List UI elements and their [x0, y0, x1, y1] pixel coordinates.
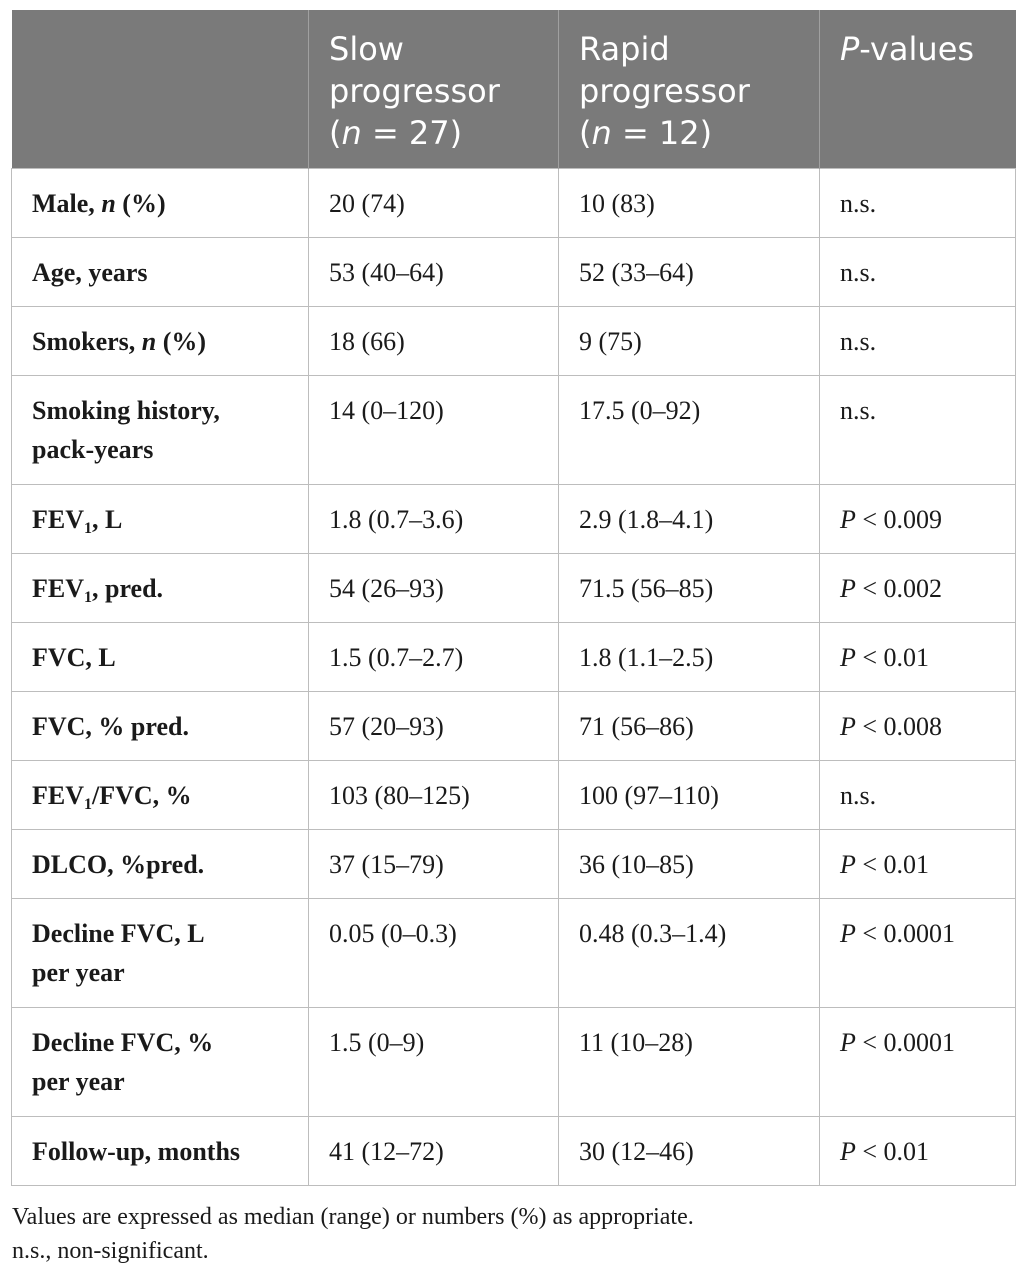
table-row [12, 238, 1016, 307]
header-slow-progressor [309, 10, 559, 169]
cell-rapid: 30 (12–46) [559, 1117, 820, 1186]
row-label [12, 761, 309, 830]
cell-p: n.s. [820, 376, 1016, 485]
table-row [12, 169, 1016, 238]
label-text: Smoking history, [32, 396, 220, 425]
row-label: FVC, % pred. [12, 692, 309, 761]
header-text: ( [579, 114, 592, 152]
label-text: Decline FVC, % [32, 1028, 214, 1057]
footnote: n.s., non-significant. [12, 1238, 209, 1264]
cell-p: n.s. [820, 307, 1016, 376]
cell-slow: 103 (80–125) [309, 761, 559, 830]
header-rapid-progressor [559, 10, 820, 169]
table-row [12, 554, 1016, 623]
cell-rapid: 17.5 (0–92) [559, 376, 820, 485]
row-label: Age, years [12, 238, 309, 307]
cell-p: n.s. [820, 761, 1016, 830]
cell-rapid: 2.9 (1.8–4.1) [559, 485, 820, 554]
cell-rapid: 52 (33–64) [559, 238, 820, 307]
header-text: P [840, 30, 860, 68]
label-text: FEV [32, 781, 84, 810]
p-value: < 0.0001 [855, 919, 956, 948]
table-row [12, 485, 1016, 554]
cell-p [820, 1008, 1016, 1117]
p-value: < 0.01 [855, 1137, 930, 1166]
table-row [12, 623, 1016, 692]
table-row [12, 376, 1016, 485]
cell-p [820, 554, 1016, 623]
cell-slow: 20 (74) [309, 169, 559, 238]
table-row [12, 899, 1016, 1008]
table-row [12, 692, 1016, 761]
cell-rapid: 100 (97–110) [559, 761, 820, 830]
cell-p [820, 1117, 1016, 1186]
label-text: per year [32, 1067, 125, 1096]
header-text: n [341, 114, 362, 152]
p-value: < 0.008 [855, 712, 943, 741]
header-blank [12, 10, 309, 169]
label-text: /FVC, % [92, 781, 192, 810]
cell-slow: 53 (40–64) [309, 238, 559, 307]
header-text: Slow [329, 30, 404, 68]
cell-slow: 1.5 (0–9) [309, 1008, 559, 1117]
cell-rapid: 11 (10–28) [559, 1008, 820, 1117]
label-text: FEV [32, 574, 84, 603]
label-text: , L [92, 505, 123, 534]
row-label [12, 307, 309, 376]
cell-rapid: 1.8 (1.1–2.5) [559, 623, 820, 692]
header-text: = 27) [361, 114, 463, 152]
label-subscript: 1 [84, 520, 92, 537]
cell-rapid: 10 (83) [559, 169, 820, 238]
row-label [12, 376, 309, 485]
table-row [12, 1117, 1016, 1186]
row-label [12, 485, 309, 554]
cell-rapid: 0.48 (0.3–1.4) [559, 899, 820, 1008]
row-label [12, 899, 309, 1008]
characteristics-table [11, 10, 1016, 1186]
cell-rapid: 71 (56–86) [559, 692, 820, 761]
table-row [12, 307, 1016, 376]
label-text: Male, [32, 189, 102, 218]
row-label: Follow-up, months [12, 1117, 309, 1186]
label-text: pack-years [32, 435, 154, 464]
cell-p: n.s. [820, 169, 1016, 238]
cell-slow: 0.05 (0–0.3) [309, 899, 559, 1008]
cell-slow: 37 (15–79) [309, 830, 559, 899]
cell-rapid: 36 (10–85) [559, 830, 820, 899]
cell-p [820, 692, 1016, 761]
table-footnotes [12, 1200, 694, 1268]
header-text: progressor [329, 72, 500, 110]
label-subscript: 1 [84, 589, 92, 606]
row-label: DLCO, %pred. [12, 830, 309, 899]
p-symbol: P [840, 574, 856, 603]
p-symbol: P [840, 643, 856, 672]
label-text: (%) [115, 189, 166, 218]
p-value: < 0.002 [855, 574, 943, 603]
cell-slow: 54 (26–93) [309, 554, 559, 623]
cell-slow: 1.8 (0.7–3.6) [309, 485, 559, 554]
label-text: n [101, 189, 116, 218]
cell-p [820, 899, 1016, 1008]
row-label [12, 169, 309, 238]
label-subscript: 1 [84, 796, 92, 813]
cell-slow: 41 (12–72) [309, 1117, 559, 1186]
p-value: < 0.009 [855, 505, 943, 534]
table-row [12, 830, 1016, 899]
label-text: (%) [156, 327, 207, 356]
p-symbol: P [840, 505, 856, 534]
label-text: Decline FVC, L [32, 919, 205, 948]
cell-slow: 57 (20–93) [309, 692, 559, 761]
p-symbol: P [840, 712, 856, 741]
cell-p [820, 830, 1016, 899]
cell-p: n.s. [820, 238, 1016, 307]
row-label [12, 554, 309, 623]
row-label: FVC, L [12, 623, 309, 692]
p-symbol: P [840, 1137, 856, 1166]
p-symbol: P [840, 919, 856, 948]
header-text: Rapid [579, 30, 670, 68]
footnote: Values are expressed as median (range) or numbers (%) as appropriate. [12, 1204, 694, 1230]
cell-slow: 1.5 (0.7–2.7) [309, 623, 559, 692]
header-text: -values [859, 30, 975, 68]
p-value: < 0.01 [855, 850, 930, 879]
cell-p [820, 485, 1016, 554]
header-text: ( [329, 114, 342, 152]
header-text: progressor [579, 72, 750, 110]
row-label [12, 1008, 309, 1117]
table-row [12, 1008, 1016, 1117]
header-text: = 12) [611, 114, 713, 152]
label-text: n [141, 327, 157, 356]
label-text: per year [32, 958, 125, 987]
cell-p [820, 623, 1016, 692]
header-row [12, 10, 1016, 169]
label-text: FEV [32, 505, 84, 534]
cell-slow: 14 (0–120) [309, 376, 559, 485]
p-symbol: P [840, 1028, 856, 1057]
p-symbol: P [840, 850, 856, 879]
cell-rapid: 71.5 (56–85) [559, 554, 820, 623]
table-row [12, 761, 1016, 830]
cell-rapid: 9 (75) [559, 307, 820, 376]
p-value: < 0.0001 [855, 1028, 956, 1057]
cell-slow: 18 (66) [309, 307, 559, 376]
header-p-values [820, 10, 1016, 169]
label-text: , pred. [92, 574, 164, 603]
p-value: < 0.01 [855, 643, 930, 672]
header-text: n [591, 114, 612, 152]
label-text: Smokers, [32, 327, 142, 356]
